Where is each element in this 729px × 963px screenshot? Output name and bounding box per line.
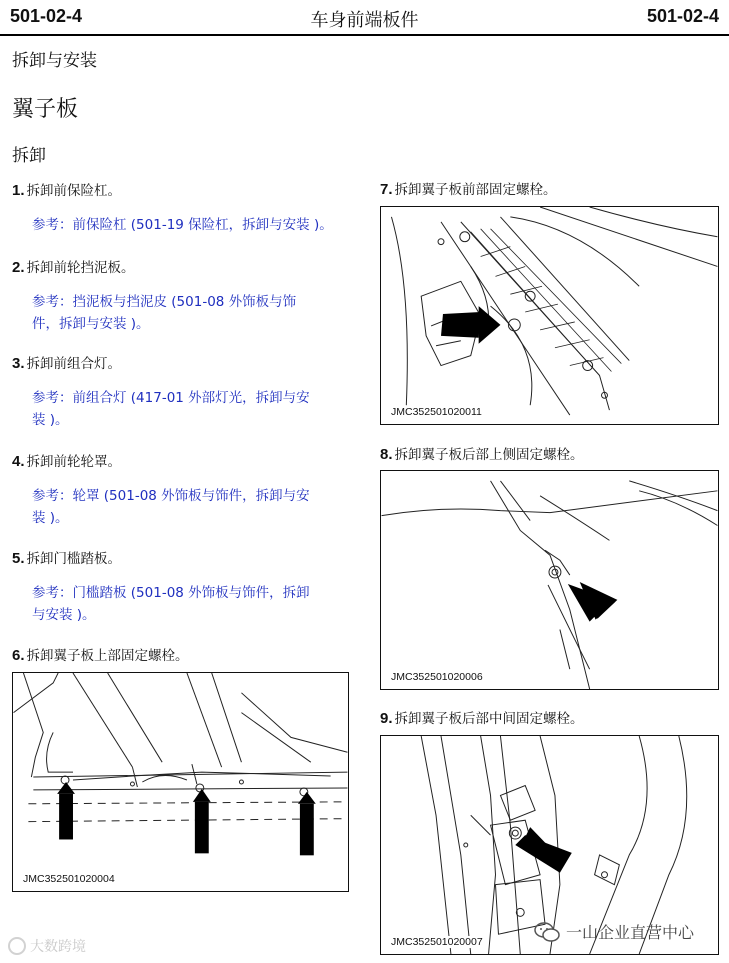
watermark-left (8, 936, 86, 956)
ref-prefix: 参考： (32, 488, 73, 504)
figure-code: JMC352501020007 (391, 936, 483, 948)
watermark-logo-icon (8, 937, 26, 955)
step-text: 拆卸前轮轮罩。 (26, 454, 122, 470)
arrow-icon (515, 827, 571, 873)
step-number: 8. (380, 446, 393, 463)
step-4-reference[interactable] (32, 485, 310, 529)
step-number: 4. (12, 453, 25, 470)
step-5 (12, 550, 121, 568)
ref-line-2: 与安装 )。 (32, 607, 96, 623)
page-code-right: 501-02-4 (646, 6, 719, 26)
ref-prefix: 参考： (32, 585, 73, 601)
ref-line-2: 件，拆卸与安装 )。 (32, 316, 150, 332)
page-code-left: 501-02-4 (10, 6, 83, 26)
ref-prefix: 参考： (32, 217, 73, 233)
step-text: 拆卸前保险杠。 (26, 183, 122, 199)
page-header-title: 车身前端板件 (310, 10, 419, 30)
step-3-reference[interactable] (32, 387, 310, 431)
ref-line-1: 门槛踏板 (501-08 外饰板与饰件，拆卸 (72, 585, 310, 601)
step-1 (12, 182, 121, 200)
figure-step-7 (380, 206, 719, 425)
arrow-icon (57, 782, 316, 855)
ref-line-1: 挡泥板与挡泥皮 (501-08 外饰板与饰 (72, 294, 297, 310)
figure-step-6 (12, 672, 349, 892)
ref-prefix: 参考： (32, 294, 73, 310)
step-4 (12, 453, 121, 471)
step-7 (380, 181, 557, 199)
ref-line-2: 装 )。 (32, 510, 69, 526)
wechat-icon (534, 921, 560, 943)
step-number: 1. (12, 182, 25, 199)
step-number: 5. (12, 550, 25, 567)
step-5-reference[interactable] (32, 582, 310, 626)
ref-line-2: 装 )。 (32, 412, 69, 428)
ref-line-1: 前组合灯 (417-01 外部灯光，拆卸与安 (72, 390, 310, 406)
figure-code: JMC352501020004 (23, 873, 115, 885)
header-divider (0, 34, 729, 36)
step-text: 拆卸翼子板前部固定螺栓。 (394, 182, 557, 198)
watermark-right-text: 一山企业直营中心 (566, 923, 695, 942)
step-3 (12, 355, 121, 373)
step-number: 6. (12, 647, 25, 664)
step-2-reference[interactable] (32, 291, 296, 335)
step-text: 拆卸翼子板后部上侧固定螺栓。 (394, 447, 584, 463)
step-2 (12, 259, 135, 277)
part-title: 翼子板 (12, 97, 79, 122)
step-number: 7. (380, 181, 393, 198)
step-text: 拆卸前轮挡泥板。 (26, 260, 135, 276)
step-6 (12, 647, 189, 665)
step-1-reference[interactable] (32, 214, 333, 236)
step-8 (380, 446, 584, 464)
ref-line-1: 轮罩 (501-08 外饰板与饰件，拆卸与安 (72, 488, 310, 504)
ref-prefix: 参考： (32, 390, 73, 406)
fender-rear-upper-bolt-illustration (381, 471, 718, 689)
step-number: 2. (12, 259, 25, 276)
step-9 (380, 710, 584, 728)
section-title: 拆卸与安装 (12, 51, 97, 71)
step-number: 3. (12, 355, 25, 372)
watermark-left-text: 大数跨境 (30, 939, 86, 955)
step-text: 拆卸门槛踏板。 (26, 551, 122, 567)
figure-step-8 (380, 470, 719, 690)
watermark-right (534, 920, 694, 943)
step-number: 9. (380, 710, 393, 727)
subsection-title: 拆卸 (12, 146, 46, 166)
step-text: 拆卸翼子板上部固定螺栓。 (26, 648, 189, 664)
fender-upper-bolts-illustration (13, 673, 348, 891)
fender-front-bolt-illustration (381, 207, 718, 424)
arrow-icon (441, 306, 500, 344)
ref-line-1: 前保险杠 (501-19 保险杠，拆卸与安装 )。 (72, 217, 333, 233)
figure-code: JMC352501020006 (391, 671, 483, 683)
step-text: 拆卸翼子板后部中间固定螺栓。 (394, 711, 584, 727)
step-text: 拆卸前组合灯。 (26, 356, 122, 372)
figure-code: JMC352501020011 (391, 406, 482, 418)
